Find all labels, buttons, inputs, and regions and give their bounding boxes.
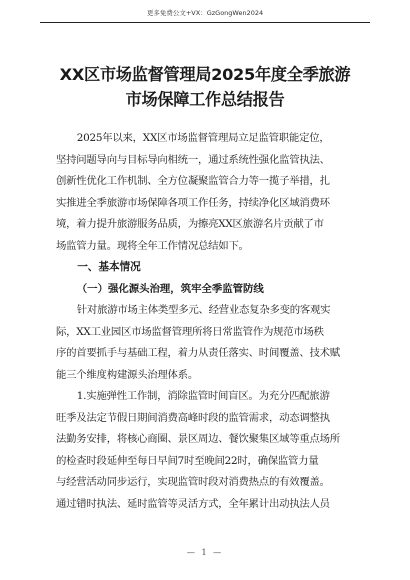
text-line: 法勤务安排，将核心商圈、景区周边、餐饮聚集区域等重点场所 — [56, 433, 340, 445]
text-line: 针对旅游市场主体类型多元、经营业态复杂多变的客观实 — [76, 304, 331, 316]
text-line: 能三个维度构建源头治理体系。 — [56, 368, 198, 381]
text-line: 境，着力提升旅游服务品质，为擦亮XX区旅游名片贡献了市 — [56, 218, 324, 230]
text-line: 序的首要抓手与基础工程，着力从责任落实、时间覆盖、技术赋 — [56, 347, 340, 359]
text-line: 2025年以来，XX区市场监督管理局立足监管职能定位， — [76, 132, 330, 144]
section-heading: 一、基本情况 — [77, 261, 141, 273]
document-title — [30, 62, 380, 112]
text-line: 1.实施弹性工作制，消除监管时间盲区。为充分匹配旅游 — [76, 390, 330, 402]
paragraph-3 — [56, 386, 370, 515]
text-line: 与经营活动同步运行，实现监管时段对消费热点的有效覆盖。 — [56, 476, 330, 488]
text-line: 场监管力量。现将全年工作情况总结如下。 — [56, 239, 249, 252]
text-line: 实推进全季旅游市场保障各项工作任务，持续净化区域消费环 — [56, 196, 330, 209]
header-divider — [40, 22, 370, 23]
title-line-1: XX区市场监督管理局2025年度全季旅游 — [59, 65, 351, 84]
header-note: 更多免费公文+VX：GzGongWen2024 — [146, 9, 264, 17]
text-line: 的检查时段延伸至每日早间7时至晚间22时，确保监管力量 — [56, 454, 319, 467]
text-line: 坚持问题导向与目标导向相统一，通过系统性强化监管执法、 — [56, 153, 330, 166]
document-body — [56, 128, 370, 515]
subsection-heading: （一）强化源头治理，筑牢全季监管防线 — [76, 282, 264, 295]
intro-paragraph — [56, 128, 370, 257]
text-line: 创新性优化工作机制、全方位凝聚监管合力等一揽子举措，扎 — [56, 175, 330, 187]
title-line-2: 市场保障工作总结报告 — [125, 90, 285, 109]
text-line: 通过错时执法、延时监管等灵活方式，全年累计出动执法人员 — [56, 497, 330, 510]
text-line: 旺季及法定节假日期间消费高峰时段的监管需求，动态调整执 — [56, 411, 330, 424]
paragraph-2 — [56, 300, 370, 386]
text-line: 际，XX工业园区市场监督管理所将日常监管作为规范市场秩 — [56, 325, 324, 338]
page-number: — 1 — — [186, 548, 224, 557]
